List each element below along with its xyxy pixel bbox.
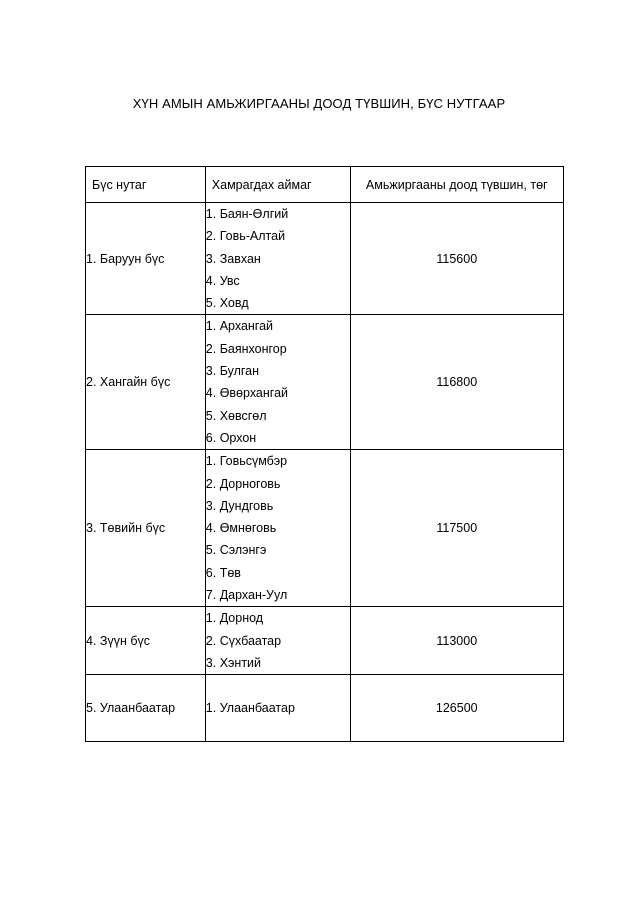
- province-item: 1. Баян-Өлгий: [205, 207, 289, 221]
- province-item: 6. Орхон: [205, 430, 257, 445]
- document-title: ХҮН АМЫН АМЬЖИРГААНЫ ДООД ТҮВШИН, БҮС НУТГААР: [132, 96, 506, 111]
- province-item: 1. Улаанбаатар: [205, 701, 295, 716]
- region-cell: 1. Баруун бүс: [86, 203, 206, 315]
- table-row: [86, 315, 564, 450]
- province-item: 7. Дархан-Уул: [205, 588, 288, 603]
- province-item: 3. Булган: [205, 364, 260, 379]
- province-item: 1. Дорнод: [205, 611, 264, 626]
- header-minimum-level: Амьжиргааны доод түвшин, төг: [350, 167, 563, 203]
- header-provinces: Хамрагдах аймаг: [205, 167, 350, 203]
- province-item: 1. Архангай: [205, 319, 274, 334]
- region-cell: 2. Хангайн бүс: [86, 315, 206, 450]
- table-row: [86, 607, 564, 675]
- subsistence-table: [85, 166, 564, 742]
- value-cell: 117500: [350, 450, 563, 607]
- province-item: 1. Говьсүмбэр: [205, 454, 288, 469]
- province-item: 5. Хөвсгөл: [205, 408, 267, 423]
- value-cell: 126500: [350, 675, 563, 742]
- province-item: 4. Өвөрхангай: [205, 386, 289, 401]
- province-item: 4. Өмнөговь: [205, 521, 277, 536]
- province-item: 2. Сүхбаатар: [205, 633, 282, 648]
- region-cell: 4. Зүүн бүс: [86, 607, 206, 675]
- table-header-row: [86, 167, 564, 203]
- value-cell: 115600: [350, 203, 563, 315]
- province-item: 3. Хэнтий: [205, 655, 262, 670]
- header-region: Бүс нутаг: [86, 167, 206, 203]
- table-row: [86, 675, 564, 742]
- provinces-cell: [205, 203, 350, 315]
- province-item: 4. Увс: [205, 273, 240, 288]
- region-cell: 5. Улаанбаатар: [86, 675, 206, 742]
- province-item: 2. Баянхонгор: [205, 341, 287, 356]
- region-cell: 3. Төвийн бүс: [86, 450, 206, 607]
- value-cell: 113000: [350, 607, 563, 675]
- province-item: 5. Сэлэнгэ: [205, 543, 267, 558]
- province-item: 3. Дундговь: [205, 498, 274, 513]
- province-item: 2. Говь-Алтай: [205, 229, 286, 244]
- province-item: 6. Төв: [205, 565, 241, 580]
- value-cell: 116800: [350, 315, 563, 450]
- province-item: 2. Дорноговь: [205, 476, 281, 491]
- provinces-cell: [205, 607, 350, 675]
- provinces-cell: [205, 675, 350, 742]
- table-row: [86, 203, 564, 315]
- provinces-cell: [205, 450, 350, 607]
- province-item: 3. Завхан: [205, 251, 261, 266]
- provinces-cell: [205, 315, 350, 450]
- table-row: [86, 450, 564, 607]
- province-item: 5. Ховд: [205, 296, 249, 311]
